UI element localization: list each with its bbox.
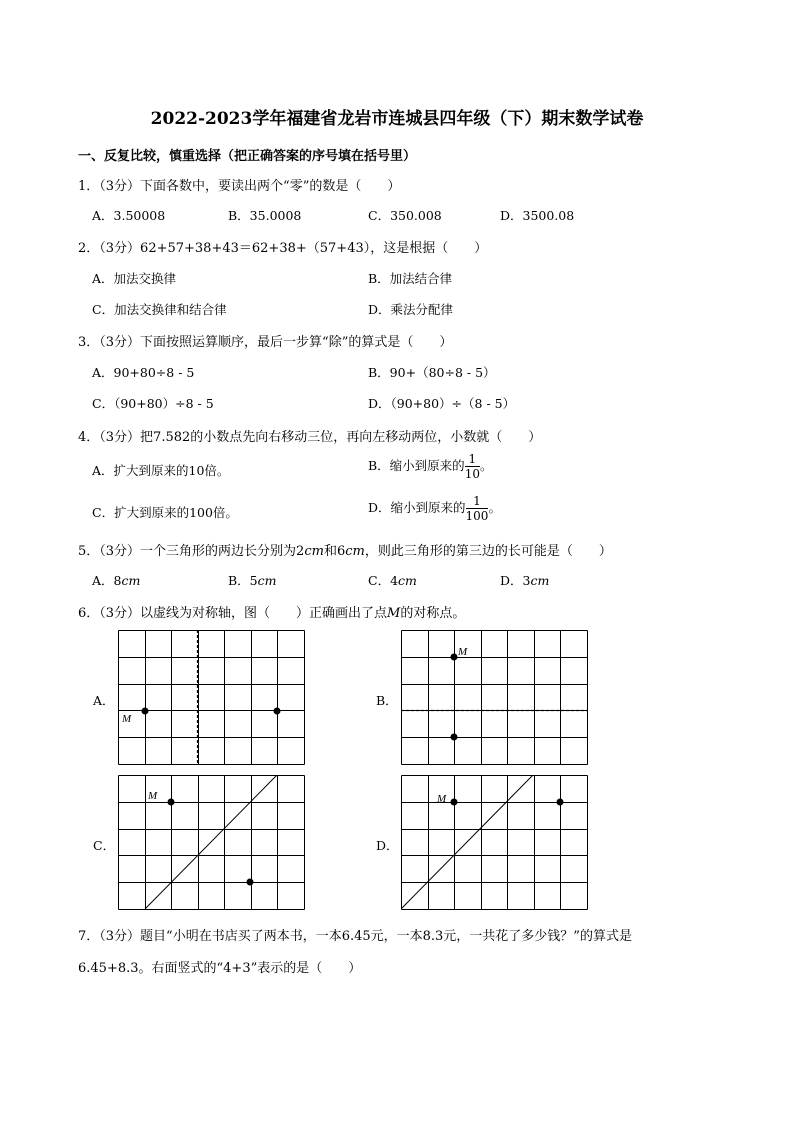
question-7-line2: 6.45+8.3。右面竖式的“4+3”表示的是（ ）: [78, 961, 362, 976]
symmetric-point: [247, 879, 254, 886]
q2-option-a: A．加法交换律: [92, 271, 177, 286]
section-heading: 一、反复比较，慎重选择（把正确答案的序号填在括号里）: [78, 149, 417, 164]
question-1-stem: 1．（3分）下面各数中，要读出两个“零”的数是（ ）: [78, 179, 401, 194]
point-m-label: M: [122, 713, 132, 725]
q1-option-d: D．3500.08: [500, 208, 575, 223]
grid-figure-d: [401, 775, 588, 910]
point-m-label: M: [437, 793, 447, 805]
point-m-label: M: [148, 790, 158, 802]
fraction-one-hundredth: $\frac{1}{100}$: [465, 494, 489, 523]
q1-option-b: B．35.0008: [228, 208, 302, 223]
symmetry-axis: [401, 775, 533, 909]
question-7-line1: 7．（3分）题目“小明在书店买了两本书，一本6.45元，一本8.3元，一共花了多少钱？”的算式是: [78, 929, 632, 944]
figure-a-label: A．: [93, 693, 115, 708]
question-4-stem: 4．（3分）把7.582的小数点先向右移动三位，再向左移动两位，小数就（ ）: [78, 430, 542, 445]
q1-option-a: A．3.50008: [92, 208, 166, 223]
q4-option-b: B．缩小到原来的 $\frac{1}{10}$ 。: [368, 452, 493, 481]
symmetry-axis: [145, 775, 277, 909]
question-2-stem: 2．（3分）62+57+38+43＝62+38+（57+43），这是根据（ ）: [78, 241, 488, 256]
question-5-stem: 5．（3分）一个三角形的两边长分别为2cm和6cm，则此三角形的第三边的长可能是（ ）: [78, 544, 612, 559]
figure-b-label: B．: [376, 693, 398, 708]
q5-option-a: A．8cm: [92, 573, 141, 588]
q4-option-c: C．扩大到原来的100倍。: [92, 505, 238, 520]
q3-option-a: A．90+80÷8 - 5: [92, 365, 195, 380]
q4-option-a: A．扩大到原来的10倍。: [92, 463, 230, 478]
grid-figure-a: [118, 630, 305, 765]
point-m: [168, 799, 175, 806]
question-3-stem: 3．（3分）下面按照运算顺序，最后一步算“除”的算式是（ ）: [78, 335, 453, 350]
q5-option-d: D．3cm: [500, 573, 550, 588]
q2-option-d: D．乘法分配律: [368, 302, 454, 317]
q2-option-c: C．加法交换律和结合律: [92, 302, 227, 317]
q2-option-b: B．加法结合律: [368, 271, 453, 286]
page-title: 2022-2023学年福建省龙岩市连城县四年级（下）期末数学试卷: [150, 109, 644, 129]
symmetric-point: [274, 708, 281, 715]
q5-option-b: B．5cm: [228, 573, 277, 588]
symmetric-point: [557, 799, 564, 806]
symmetric-point: [451, 734, 458, 741]
q4-option-d-text: D．缩小到原来的: [368, 500, 466, 515]
point-m: [142, 708, 149, 715]
q4-option-d: D．缩小到原来的 $\frac{1}{100}$ 。: [368, 494, 501, 523]
grid-figure-b: [401, 630, 588, 765]
q3-option-c: C．（90+80）÷8 - 5: [92, 396, 214, 411]
q3-option-b: B．90+（80÷8 - 5）: [368, 365, 496, 380]
point-m: [451, 799, 458, 806]
q3-option-d: D．（90+80）÷（8 - 5）: [368, 396, 516, 411]
grid-figure-c: [118, 775, 305, 910]
question-6-stem: 6．（3分）以虚线为对称轴，图（ ）正确画出了点M的对称点。: [78, 606, 466, 621]
figure-c-label: C．: [93, 838, 116, 853]
point-m: [451, 654, 458, 661]
q1-option-c: C．350.008: [368, 208, 442, 223]
fraction-one-tenth: $\frac{1}{10}$: [464, 452, 480, 481]
q4-option-b-text: B．缩小到原来的: [368, 458, 465, 473]
q5-option-c: C．4cm: [368, 573, 417, 588]
figure-d-label: D．: [376, 838, 399, 853]
point-m-label: M: [458, 646, 468, 658]
